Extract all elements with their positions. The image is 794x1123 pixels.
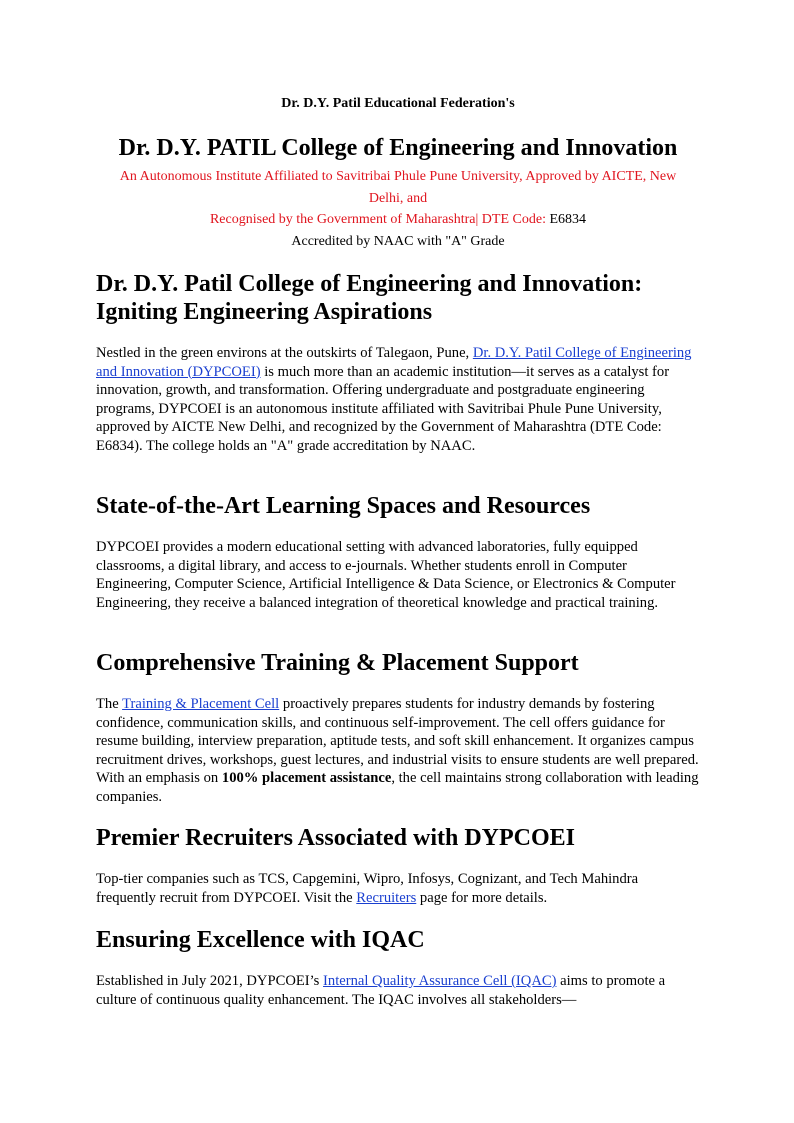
college-link[interactable]: Dr. D.Y. Patil College of Engineering and Innovation (DYPCOEI)	[96, 345, 692, 380]
iqac-link[interactable]: Internal Quality Assurance Cell (IQAC)	[323, 973, 557, 989]
section-heading-learning: State-of-the-Art Learning Spaces and Resources	[96, 493, 591, 519]
section-text-learning: DYPCOEI provides a modern educational setting with advanced laboratories, fully equipped classrooms, a digital library, and access to e-journals. Whether students enroll in Computer Engineering, Computer Science, Artificial Intelligence & Data Science, or Electronics & Computer Engineering, they receive a balanced integration of theoretical knowledge and practical training.	[96, 539, 676, 611]
section-text-recruiters	[96, 870, 700, 907]
placement-emphasis: 100% placement assistance	[221, 770, 392, 786]
training-placement-link[interactable]: Training & Placement Cell	[122, 696, 280, 712]
section-text-iqac	[96, 972, 700, 1009]
affiliation-block	[96, 166, 700, 252]
recruiters-link[interactable]: Recruiters	[356, 889, 417, 906]
section-heading-placement: Comprehensive Training & Placement Support	[96, 650, 579, 676]
affiliation-line-1: An Autonomous Institute Affiliated to Savitribai Phule Pune University, Approved by AICTE, New Delhi, and	[119, 169, 677, 206]
section-iqac	[96, 926, 700, 1009]
placement-text-start: The	[96, 696, 119, 712]
section-intro	[96, 270, 700, 455]
naac-accreditation: Accredited by NAAC with "A" Grade	[291, 233, 505, 249]
iqac-text-start: Established in July 2021, DYPCOEI’s	[96, 973, 320, 989]
recruiters-text-start: Top-tier companies such as TCS, Capgemini, Wipro, Infosys, Cognizant, and Tech Mahindra frequently recruit from DYPCOEI. Visit the	[96, 871, 639, 906]
federation-name: Dr. D.Y. Patil Educational Federation's	[281, 96, 515, 111]
college-title: Dr. D.Y. PATIL College of Engineering and Innovation	[118, 135, 678, 161]
intro-text-start: Nestled in the green environs at the outskirts of Talegaon, Pune,	[96, 345, 470, 361]
affiliation-recognition: Recognised by the Government of Maharashtra| DTE Code:	[209, 212, 546, 227]
iqac-text-end: aims to promote a culture of continuous quality enhancement. The IQAC involves all stakeholders—	[96, 973, 666, 1008]
section-text-placement	[96, 695, 700, 806]
dte-code: E6834	[549, 212, 587, 227]
affiliation-line-2	[96, 209, 700, 231]
placement-text-middle: proactively prepares students for industry demands by fostering confidence, communication skills, and continuous self-improvement. The cell offers guidance for resume building, interview preparation, aptitude tests, and soft skill enhancement. It organizes campus recruitment drives, workshops, guest lectures, and industrial visits to ensure students are well prepared. With an emphasis on	[96, 696, 699, 786]
recruiters-text-end: page for more details.	[419, 889, 548, 906]
section-text-intro	[96, 344, 700, 455]
section-learning	[96, 492, 700, 612]
section-recruiters	[96, 824, 700, 907]
section-heading-intro: Dr. D.Y. Patil College of Engineering and Innovation: Igniting Engineering Aspirations	[96, 271, 643, 325]
section-heading-iqac: Ensuring Excellence with IQAC	[96, 927, 425, 953]
intro-text-end: is much more than an academic institution—it serves as a catalyst for innovation, growth, and transformation. Offering undergraduate and postgraduate engineering programs, DYPCOEI is an autonomous institute affiliated with Savitribai Phule Pune University, approved by AICTE New Delhi, and recognized by the Government of Maharashtra (DTE Code: E6834). The college holds an "A" grade accreditation by NAAC.	[96, 363, 670, 454]
section-heading-recruiters: Premier Recruiters Associated with DYPCOEI	[96, 825, 576, 851]
placement-text-end: , the cell maintains strong collaboration with leading companies.	[96, 770, 699, 805]
section-placement	[96, 649, 700, 806]
